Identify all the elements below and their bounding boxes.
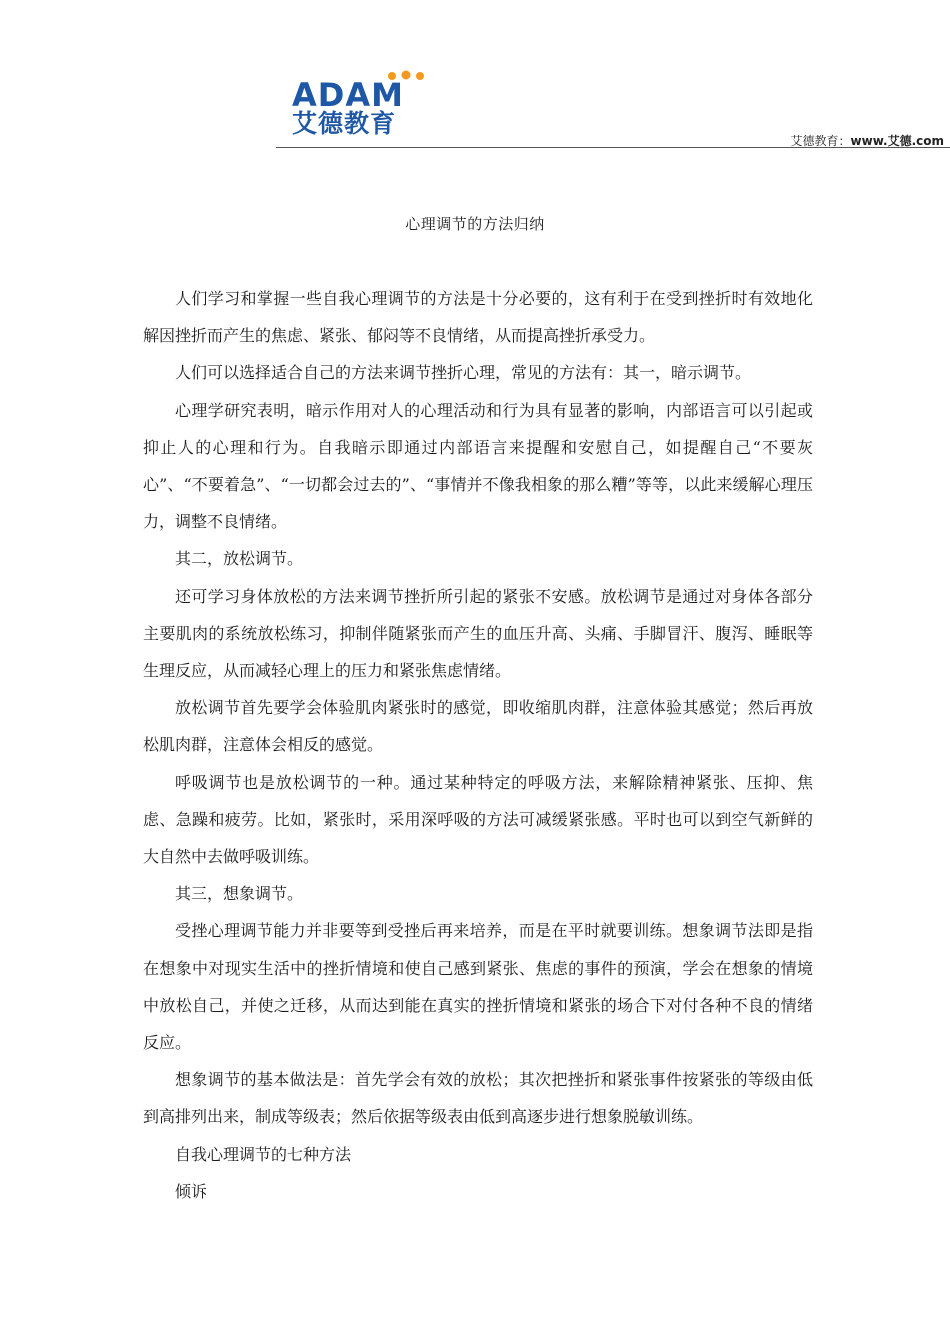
header-divider [276, 147, 950, 148]
paragraph: 想象调节的基本做法是：首先学会有效的放松；其次把挫折和紧张事件按紧张的等级由低到高排列出来，制成等级表；然后依据等级表由低到高逐步进行想象脱敏训练。 [143, 1070, 813, 1127]
paragraph: 受挫心理调节能力并非要等到受挫后再来培养，而是在平时就要训练。想象调节法即是指在想象中对现实生活中的挫折情境和使自己感到紧张、焦虑的事件的预演，学会在想象的情境中放松自己，并使之迁移，从而达到能在真实的挫折情境和紧张的场合下对付各种不良的情绪反应。 [143, 921, 813, 1053]
site-url[interactable]: www.艾德.com [850, 134, 944, 148]
paragraph: 人们可以选择适合自己的方法来调节挫折心理，常见的方法有：其一，暗示调节。 [175, 363, 752, 383]
paragraph: 放松调节首先要学会体验肌肉紧张时的感觉，即收缩肌肉群，注意体验其感觉；然后再放松肌肉群，注意体会相反的感觉。 [143, 698, 813, 755]
document-body [143, 280, 813, 1210]
logo-chinese-name: 艾德教育 [292, 109, 397, 138]
paragraph: 人们学习和掌握一些自我心理调节的方法是十分必要的，这有利于在受到挫折时有效地化解因挫折而产生的焦虑、紧张、郁闷等不良情绪，从而提高挫折承受力。 [143, 289, 813, 346]
section-heading: 其二，放松调节。 [175, 549, 304, 569]
section-heading: 其三，想象调节。 [175, 884, 304, 904]
site-prefix: 艾德教育： [790, 134, 851, 148]
paragraph: 呼吸调节也是放松调节的一种。通过某种特定的呼吸方法，来解除精神紧张、压抑、焦虑、急躁和疲劳。比如，紧张时，采用深呼吸的方法可减缓紧张感。平时也可以到空气新鲜的大自然中去做呼吸训练。 [143, 772, 813, 867]
paragraph: 还可学习身体放松的方法来调节挫折所引起的紧张不安感。放松调节是通过对身体各部分主要肌肉的系统放松练习，抑制伴随紧张而产生的血压升高、头痛、手脚冒汗、腹泻、睡眠等生理反应，从而减轻心理上的压力和紧张焦虑情绪。 [143, 586, 813, 681]
section-heading: 自我心理调节的七种方法 [175, 1144, 352, 1164]
adam-logo [292, 70, 432, 140]
document-title: 心理调节的方法归纳 [405, 215, 545, 233]
paragraph: 心理学研究表明，暗示作用对人的心理活动和行为具有显著的影响，内部语言可以引起或抑止人的心理和行为。自我暗示即通过内部语言来提醒和安慰自己，如提醒自己“不要灰心”、“不要着急”、“一切都会过去的”、“事情并不像我相象的那么糟”等等，以此来缓解心理压力，调整不良情绪。 [143, 400, 813, 532]
logo-wordmark: ADAM [292, 76, 404, 114]
section-heading: 倾诉 [175, 1181, 208, 1201]
